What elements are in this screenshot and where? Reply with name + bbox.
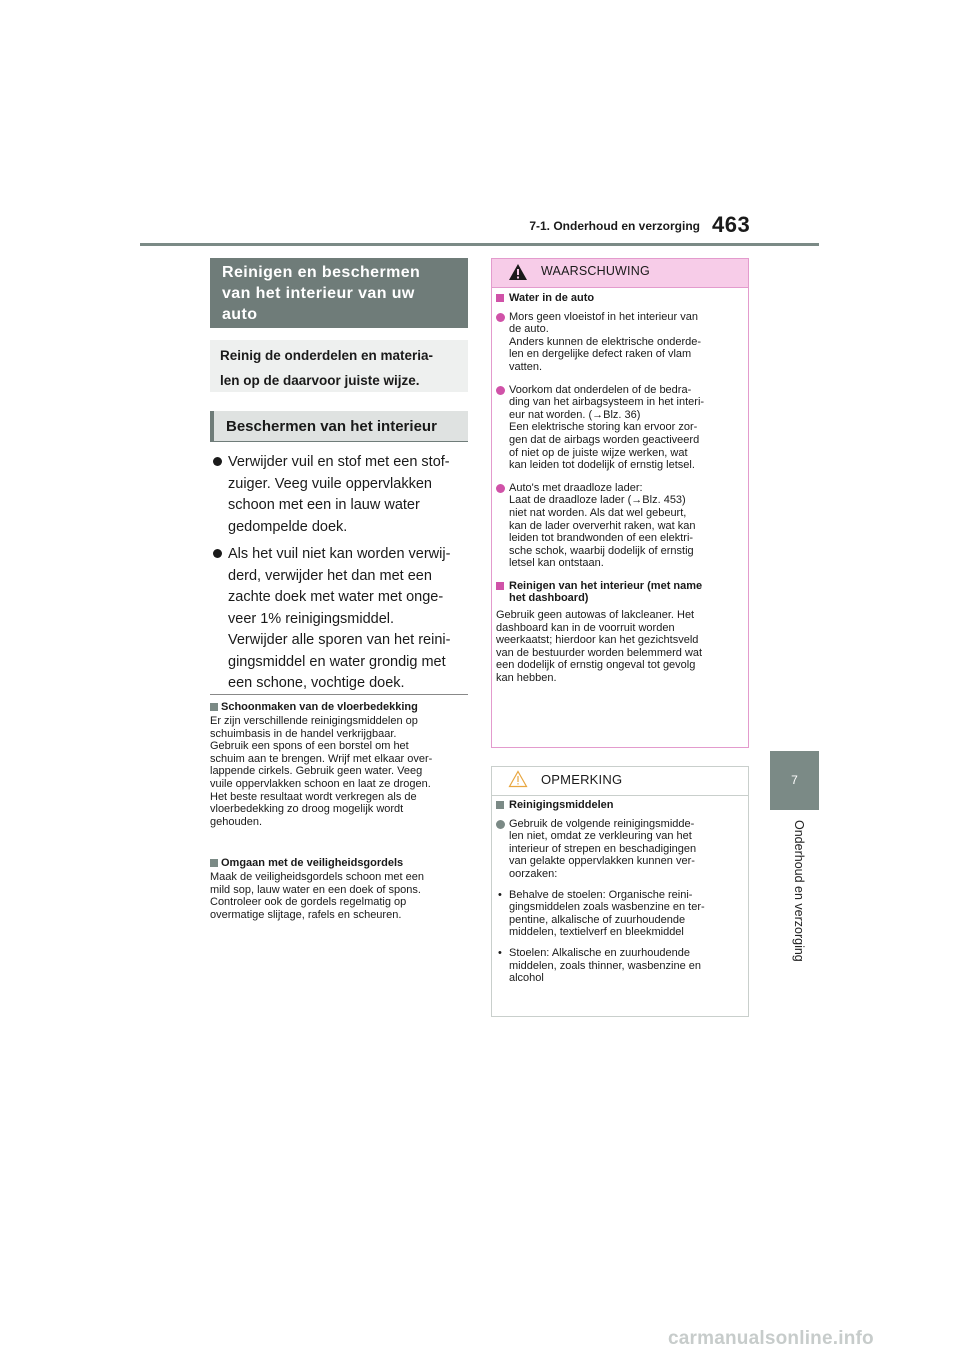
square-bullet-icon xyxy=(496,294,504,302)
notice-item: Gebruik de volgende reinigingsmidde- len niet, omdat ze verkleuring van het interieur of strepen en beschadigingen van gelakte oppervlakken kunnen ver- oorzaken: xyxy=(496,818,744,881)
warning-item: Mors geen vloeistof in het interieur van de auto. Anders kunnen de elektrische onderde- len en dergelijke defect raken of vlam vatten. xyxy=(496,311,744,374)
notice-title: OPMERKING xyxy=(541,772,623,787)
bullet-icon xyxy=(213,457,222,466)
middot-bullet-icon: • xyxy=(498,946,502,959)
warning-item: Voorkom dat onderdelen of de bedra- ding van het airbagsysteem in het interi- eur nat worden. (→Blz. 36) Een elektrische storing kan ervoor zor- gen dat de airbags worden geactiveerd of niet op de juiste wijze werken, wat kan leiden tot dodelijk of ernstig letsel. xyxy=(496,384,744,472)
section-title: Reinigen en beschermen van het interieur van uw auto xyxy=(210,258,468,328)
warning-heading: Reinigen van het interieur (met name het dashboard) xyxy=(496,580,744,605)
circle-bullet-icon xyxy=(496,484,505,493)
notice-content xyxy=(496,799,744,993)
warning-heading: Water in de auto xyxy=(496,292,744,305)
warning-item: Auto's met draadloze lader: Laat de draadloze lader (→Blz. 453) niet nat worden. Als dat wel gebeurt, kan de lader oververhit raken, wat kan leiden tot brandwonden of een elektri- sche schok, waarbij dodelijk of ernstig letsel kan ontstaan. xyxy=(496,482,744,570)
square-bullet-icon xyxy=(496,801,504,809)
chapter-title-vertical: Onderhoud en verzorging xyxy=(792,820,806,962)
circle-bullet-icon xyxy=(496,386,505,395)
caution-triangle-icon xyxy=(508,770,528,788)
page-number: 463 xyxy=(712,212,751,237)
note-floor-covering: Schoonmaken van de vloerbedekking Er zijn verschillende reinigingsmiddelen op schuimbasis in de handel verkrijgbaar. Gebruik een spons of een borstel om het schuim aan te brengen. Wrijf met elkaar over- lappende cirkels. Gebruik geen water. Veeg vuile oppervlakken schoon en laat ze drogen. Het beste resultaat wordt verkregen als de vloerbedekking zo droog mogelijk wordt gehouden. xyxy=(210,700,472,828)
warning-content xyxy=(496,292,744,685)
bullet-icon xyxy=(213,549,222,558)
circle-bullet-icon xyxy=(496,313,505,322)
middot-bullet-icon: • xyxy=(498,888,502,901)
square-bullet-icon xyxy=(210,703,218,711)
note-seatbelts: Omgaan met de veiligheidsgordels Maak de veiligheidsgordels schoon met een mild sop, lauw water en een doek of spons. Controleer ook de gordels regelmatig op overmatige slijtage, rafels en scheuren. xyxy=(210,856,472,921)
circle-bullet-icon xyxy=(496,820,505,829)
warning-triangle-icon xyxy=(508,263,528,281)
notice-subitem: • Behalve de stoelen: Organische reini- gingsmiddelen zoals wasbenzine en ter- pentine, alkalische of zuurhoudende middelen, textielverf en bleekmiddel xyxy=(498,888,705,939)
bullet-list xyxy=(210,452,472,701)
warning-title: WAARSCHUWING xyxy=(541,264,650,278)
notice-subitem: • Stoelen: Alkalische en zuurhoudende middelen, zoals thinner, wasbenzine en alcohol xyxy=(498,946,702,985)
list-item: Verwijder vuil en stof met een stof- zuiger. Veeg vuile oppervlakken schoon met een in lauw water gedompelde doek. xyxy=(210,452,472,538)
notice-heading: Reinigingsmiddelen xyxy=(496,799,744,812)
square-bullet-icon xyxy=(496,582,504,590)
warning-paragraph: Gebruik geen autowas of lakcleaner. Het dashboard kan in de voorruit worden weerkaatst; hierdoor kan het gezichtsveld van de bestuurder worden belemmerd wat een dodelijk of ernstig ongeval tot gevolg kan hebben. xyxy=(496,609,703,685)
note-heading: Schoonmaken van de vloerbedekking xyxy=(210,700,472,714)
running-header: 7-1. Onderhoud en verzorging xyxy=(529,219,700,233)
square-bullet-icon xyxy=(210,859,218,867)
divider xyxy=(210,694,468,695)
list-item: Als het vuil niet kan worden verwij- derd, verwijder het dan met een zachte doek met water met onge- veer 1% reinigingsmiddel. Verwijder alle sporen van het reini- gingsmiddel en water grondig met een schone, vochtige doek. xyxy=(210,544,472,695)
watermark: carmanualsonline.info xyxy=(668,1328,874,1349)
note-heading: Omgaan met de veiligheidsgordels xyxy=(210,856,472,870)
section-intro: Reinig de onderdelen en materia- len op de daarvoor juiste wijze. xyxy=(210,340,468,392)
header-rule xyxy=(140,243,819,246)
chapter-tab: 7 xyxy=(770,751,819,810)
subsection-title: Beschermen van het interieur xyxy=(210,411,468,442)
